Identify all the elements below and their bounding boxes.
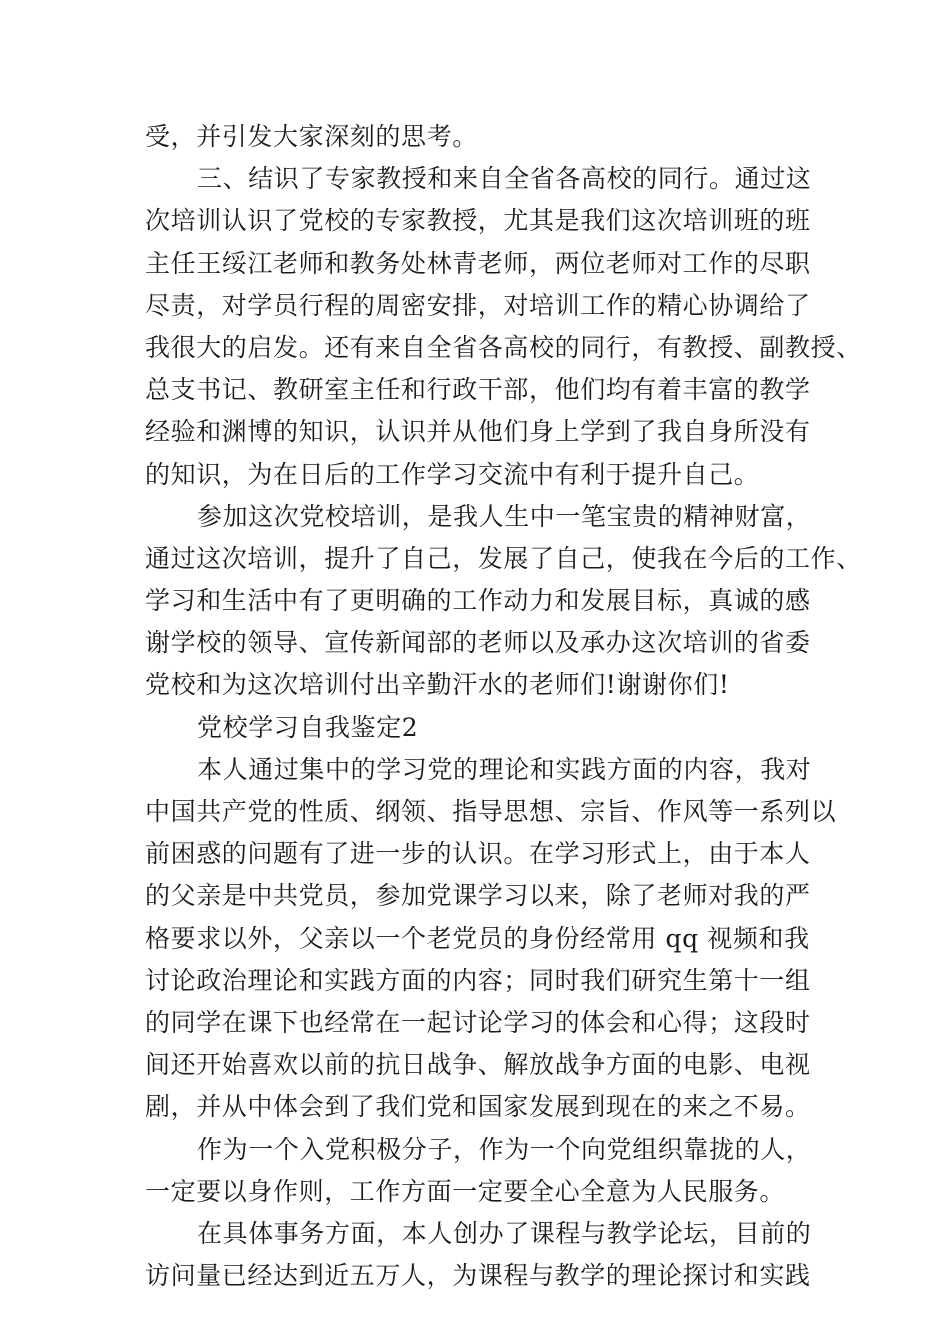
text-line: 的同学在课下也经常在一起讨论学习的体会和心得；这段时: [145, 1007, 811, 1037]
text-line: 党校和为这次培训付出辛勤汗水的老师们!谢谢你们!: [145, 670, 730, 700]
text-line: 我很大的启发。还有来自全省各高校的同行，有教授、副教授、: [145, 332, 862, 362]
text-line: 作为一个入党积极分子，作为一个向党组织靠拢的人，: [197, 1134, 812, 1164]
text-line: 受，并引发大家深刻的思考。: [145, 122, 478, 151]
text-line: 本人通过集中的学习党的理论和实践方面的内容，我对: [197, 754, 812, 784]
text-line: 尽责，对学员行程的周密安排，对培训工作的精心协调给了: [145, 290, 811, 320]
text-line: 在具体事务方面，本人创办了课程与教学论坛，目前的: [197, 1218, 812, 1248]
text-line: 间还开始喜欢以前的抗日战争、解放战争方面的电影、电视: [145, 1050, 811, 1080]
text-line: 主任王绥江老师和教务处林青老师，两位老师对工作的尽职: [145, 248, 811, 278]
text-line: 剧，并从中体会到了我们党和国家发展到现在的来之不易。: [145, 1092, 811, 1122]
text-line: 格要求以外，父亲以一个老党员的身份经常用 qq 视频和我: [145, 923, 810, 953]
text-line: 讨论政治理论和实践方面的内容；同时我们研究生第十一组: [145, 965, 811, 995]
document-body: [145, 116, 862, 1297]
text-line: 前困惑的问题有了进一步的认识。在学习形式上，由于本人: [145, 839, 811, 869]
text-line: 三、结识了专家教授和来自全省各高校的同行。通过这: [197, 164, 812, 194]
text-line: 谢学校的领导、宣传新闻部的老师以及承办这次培训的省委: [145, 628, 811, 658]
text-line: 通过这次培训，提升了自己，发展了自己，使我在今后的工作、: [145, 543, 862, 573]
text-line: 中国共产党的性质、纲领、指导思想、宗旨、作风等一系列以: [145, 797, 837, 826]
text-line: 的知识，为在日后的工作学习交流中有利于提升自己。: [145, 459, 760, 489]
text-line: 总支书记、教研室主任和行政干部，他们均有着丰富的教学: [145, 375, 811, 405]
text-line: 学习和生活中有了更明确的工作动力和发展目标，真诚的感: [145, 586, 811, 616]
text-line: 党校学习自我鉴定2: [197, 712, 419, 742]
text-line: 访问量已经达到近五万人，为课程与教学的理论探讨和实践: [145, 1261, 811, 1291]
text-line: 的父亲是中共党员，参加党课学习以来，除了老师对我的严: [145, 881, 811, 911]
text-line: 次培训认识了党校的专家教授，尤其是我们这次培训班的班: [145, 206, 811, 236]
text-line: 经验和渊博的知识，认识并从他们身上学到了我自身所没有: [145, 417, 811, 447]
text-line: 一定要以身作则，工作方面一定要全心全意为人民服务。: [145, 1176, 786, 1206]
text-line: 参加这次党校培训，是我人生中一笔宝贵的精神财富，: [197, 501, 812, 531]
